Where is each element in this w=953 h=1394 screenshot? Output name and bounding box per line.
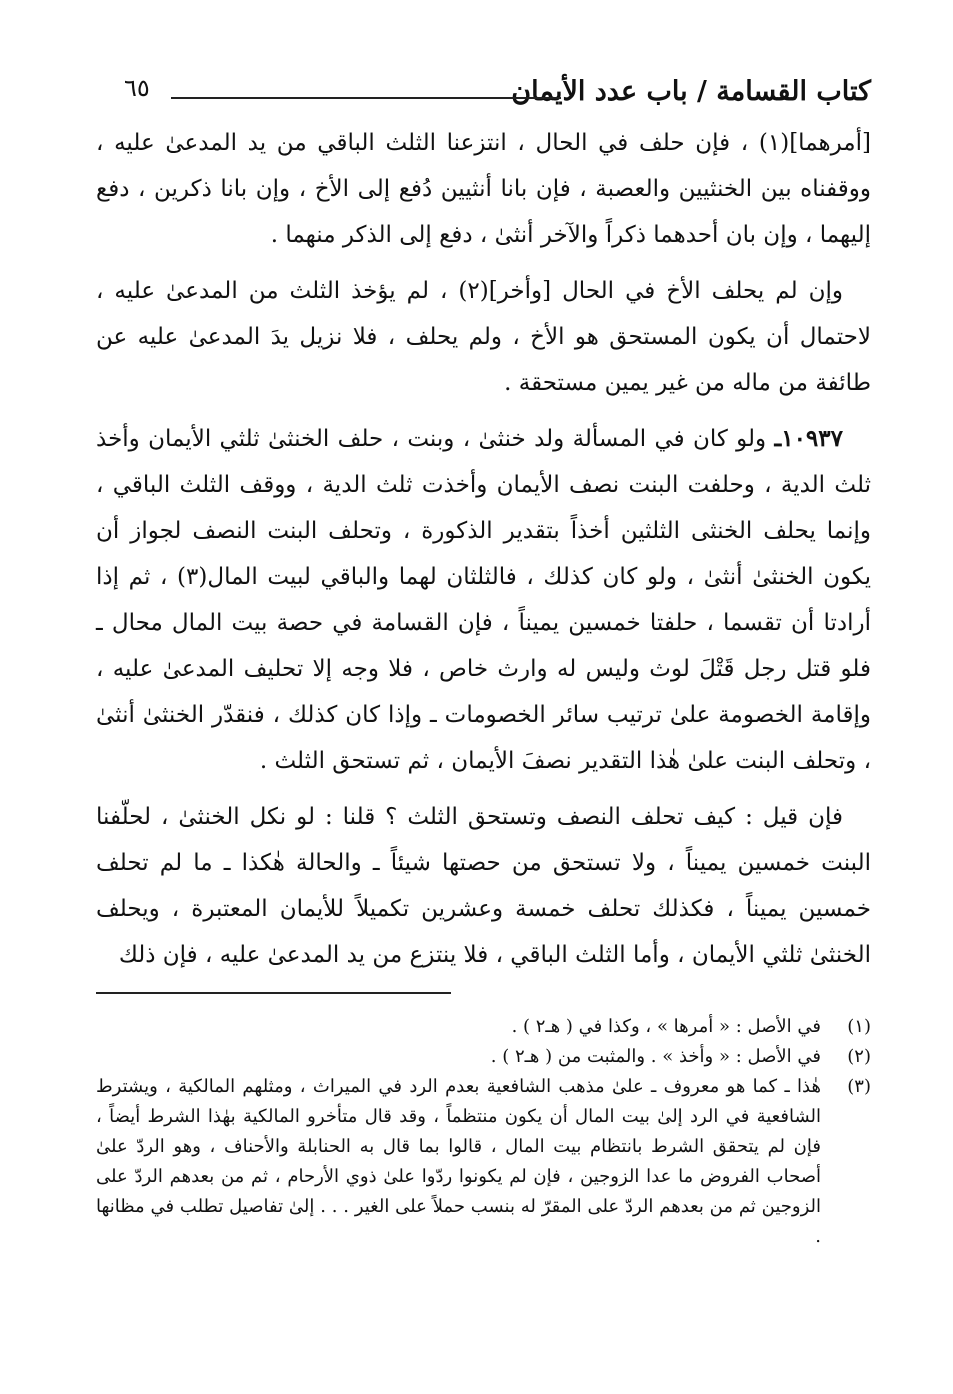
paragraph-3 [96,416,871,784]
footnote-3 [96,1072,871,1252]
footnote-2 [96,1042,871,1072]
footnotes [96,1012,871,1252]
running-title: كتاب القسامة / باب عدد الأيمان [511,76,871,107]
footnote-mark: (٣) [847,1076,871,1097]
paragraph-2: وإن لم يحلف الأخ في الحال [وأخر](٢) ، لم يؤخذ الثلث من المدعىٰ عليه ، لاحتمال أن يكون المستحق هو الأخ ، ولم يحلف ، فلا نزيل يدَ المدعىٰ عليه عن طائفة من ماله من غير يمين مستحقة . [96,278,871,396]
footnote-1 [96,1012,871,1042]
issue-number: ١٠٩٣٧ـ [774,425,843,452]
paragraph-1: [أمرهما](١) ، فإن حلف في الحال ، انتزعنا الثلث الباقي من يد المدعىٰ عليه ، ووقفناه بين الخنثيين والعصبة ، فإن بانا أنثيين دُفع إلى الأخ ، وإن بانا ذكرين ، دفع إليهما ، وإن بان أحدهما ذكراً والآخر أنثىٰ ، دفع إلى الذكر منهما . [96,130,871,248]
footnote-text: في الأصل : « وأخذ » . والمثبت من ( هـ٢ ) . [490,1046,821,1067]
page-number: ٦٥ [124,74,150,102]
footnote-text: في الأصل : « أمرها » ، وكذا في ( هـ٢ ) . [511,1016,821,1037]
footnote-text: هٰذا ـ كما هو معروف ـ علىٰ مذهب الشافعية بعدم الرد في الميراث ، ومثلهم المالكية ، ويشترط الشافعية في الرد إلىٰ بيت المال أن يكون منتظماً ، وقد قال متأخرو المالكية بهٰذا الشرط أيضاً ، فإن لم يتحقق الشرط بانتظام بيت المال ، قالوا بما قال به الحنابلة والأحناف ، وهو الردّ علىٰ أصحاب الفروض ما عدا الزوجين ، فإن لم يكونوا ردّوا علىٰ ذوي الأرحام ، ثم من بعدهم الردّ على الزوجين ثم من بعدهم الردّ على المقرّ له بنسب حملاً على الغير . . . إلىٰ تفاصيل تطلب في مظانها . [96,1076,821,1247]
book-page [96,70,871,1252]
page-header [96,70,871,120]
main-text [96,120,871,978]
footnote-mark: (٢) [847,1046,871,1067]
footnote-rule [96,992,451,994]
header-rule [171,97,561,99]
paragraph-4: فإن قيل : كيف تحلف النصف وتستحق الثلث ؟ قلنا : لو نكل الخنثىٰ ، لحلّفنا البنت خمسين يميناً ، ولا تستحق من حصتها شيئاً ـ والحالة هٰكذا ـ ما لم تحلف خمسين يميناً ، فكذلك تحلف خمسة وعشرين تكميلاً للأيمان المعتبرة ، ويحلف الخنثىٰ ثلثي الأيمان ، وأما الثلث الباقي ، فلا ينتزع من يد المدعىٰ عليه ، فإن ذلك [96,804,871,968]
footnote-mark: (١) [847,1016,871,1037]
paragraph-3-text: ولو كان في المسألة ولد خنثىٰ ، وبنت ، حلف الخنثىٰ ثلثي الأيمان وأخذ ثلث الدية ، وحلفت البنت نصف الأيمان وأخذت ثلث الدية ، ووقف الثلث الباقي ، وإنما يحلف الخنثى الثلثين أخذاً بتقدير الذكورة ، وتحلف البنت النصف لجواز أن يكون الخنثىٰ أنثىٰ ، ولو كان كذلك ، فالثلثان لهما والباقي لبيت المال(٣) ، ثم إذا أرادتا أن تقسما ، حلفتا خمسين يميناً ، فإن القسامة في حصة بيت المال محال ـ فلو قتل رجل قَتْلَ لوث وليس له وارث خاص ، فلا وجه إلا تحليف المدعىٰ عليه ، وإقامة الخصومة علىٰ ترتيب سائر الخصومات ـ وإذا كان كذلك ، فنقدّر الخنثىٰ أنثىٰ ، وتحلف البنت علىٰ هٰذا التقدير نصفَ الأيمان ، ثم تستحق الثلث . [96,426,872,774]
